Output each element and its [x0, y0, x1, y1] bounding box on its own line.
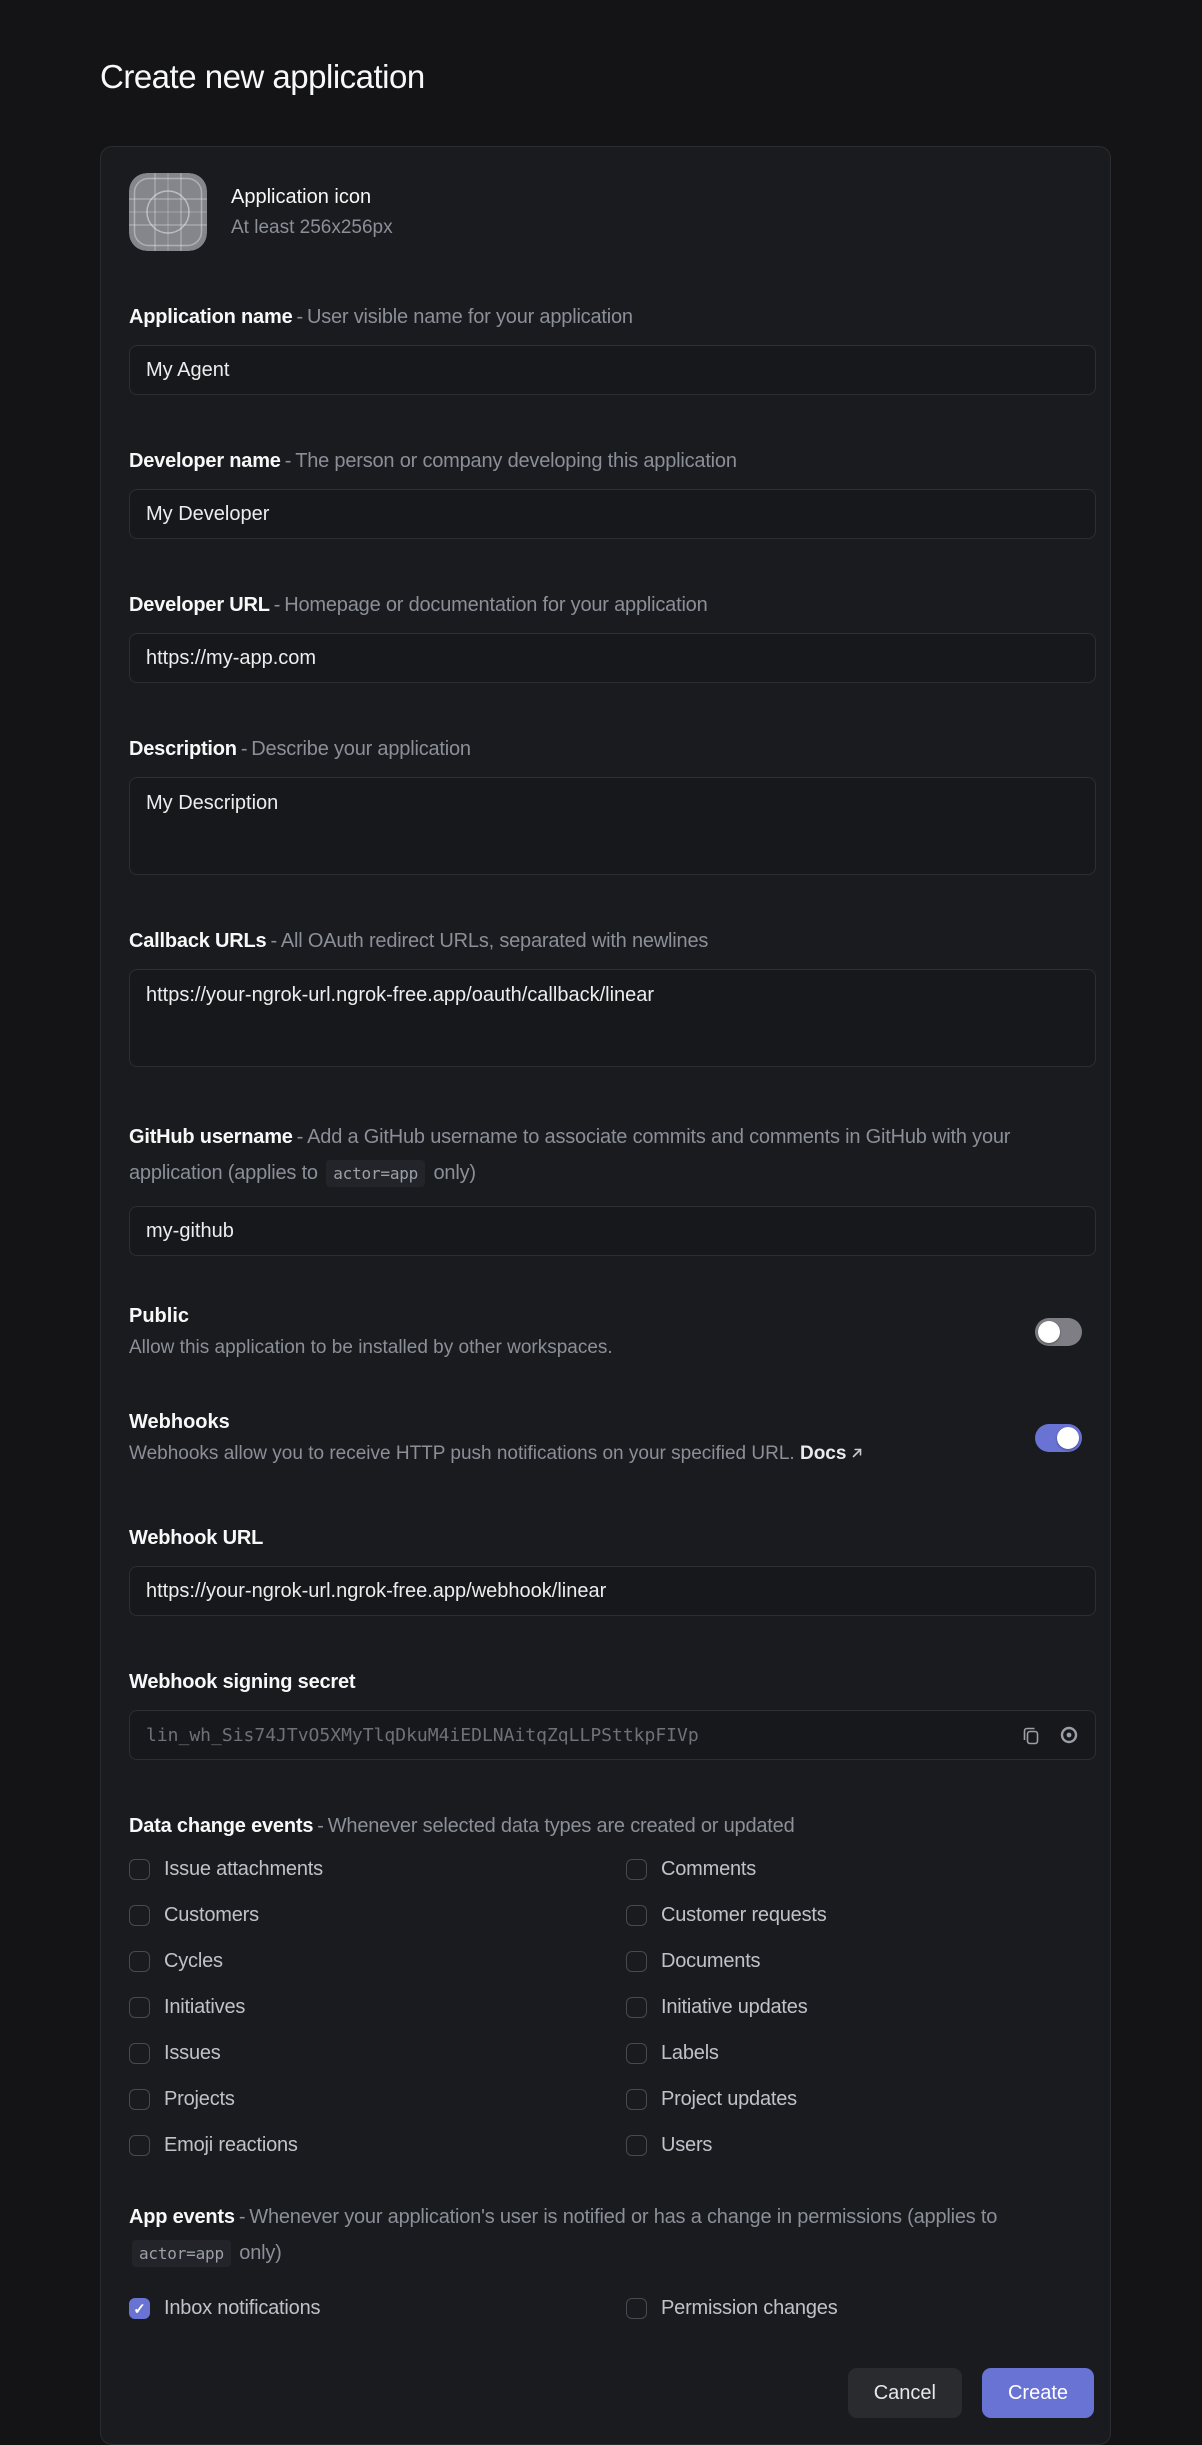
- description-desc: Describe your application: [251, 738, 471, 760]
- checkbox-box: [626, 2043, 647, 2064]
- description-textarea[interactable]: [129, 777, 1096, 875]
- webhook-url-label: Webhook URL: [129, 1527, 264, 1549]
- checkbox-projects[interactable]: Projects: [129, 2088, 626, 2111]
- data-change-events-grid: [129, 1858, 1094, 2157]
- webhook-secret-label: Webhook signing secret: [129, 1671, 356, 1693]
- app-events-label: App events: [129, 2206, 235, 2228]
- field-webhook-url: [129, 1524, 1094, 1616]
- checkbox-box: [129, 2135, 150, 2156]
- developer-url-label: Developer URL: [129, 594, 270, 616]
- webhooks-toggle[interactable]: [1035, 1424, 1082, 1452]
- checkbox-issue-attachments[interactable]: Issue attachments: [129, 1858, 626, 1881]
- checkbox-box: [626, 2298, 647, 2319]
- checkbox-issues[interactable]: Issues: [129, 2042, 626, 2065]
- webhook-secret-input[interactable]: [129, 1710, 1096, 1760]
- developer-url-input[interactable]: [129, 633, 1096, 683]
- checkbox-box: [129, 1905, 150, 1926]
- field-developer-name: Developer name - The person or company developing this application My Developer: [129, 447, 1094, 539]
- app-events-desc: Whenever your application's user is notified or has a change in permissions (applies to: [249, 2206, 998, 2228]
- checkbox-box: [626, 1859, 647, 1880]
- checkbox-box: [129, 1997, 150, 2018]
- checkbox-emoji-reactions[interactable]: Emoji reactions: [129, 2134, 626, 2157]
- checkbox-box: [129, 2298, 150, 2319]
- section-data-change-events: Data change events - Whenever selected data types are created or updated Issue attachments Comments Customers Customer requests Cycles Documents Initiatives Initiative updates Issues Labels Projects Project updates Emoji reactions Users: [129, 1812, 1094, 2157]
- external-link-icon: [846, 1443, 864, 1464]
- actor-app-code-chip: actor=app: [132, 2240, 231, 2267]
- public-label: Public: [129, 1305, 190, 1327]
- docs-link[interactable]: Docs: [800, 1443, 864, 1464]
- checkbox-comments[interactable]: Comments: [626, 1858, 1094, 1881]
- checkbox-users[interactable]: Users: [626, 2134, 1094, 2157]
- checkbox-customers[interactable]: Customers: [129, 1904, 626, 1927]
- developer-name-label: Developer name: [129, 450, 281, 472]
- checkbox-customer-requests[interactable]: Customer requests: [626, 1904, 1094, 1927]
- field-description: Description - Describe your application My Description: [129, 735, 1094, 875]
- form-footer: [129, 2368, 1094, 2418]
- data-change-events-desc: Whenever selected data types are created or updated: [327, 1815, 795, 1837]
- checkbox-initiative-updates[interactable]: Initiative updates: [626, 1996, 1094, 2019]
- public-toggle[interactable]: [1035, 1318, 1082, 1346]
- callback-urls-textarea[interactable]: [129, 969, 1096, 1067]
- actor-app-code-chip: actor=app: [326, 1160, 425, 1187]
- checkbox-permission-changes[interactable]: Permission changes: [626, 2297, 1094, 2320]
- application-name-label: Application name: [129, 306, 293, 328]
- toggle-knob: [1057, 1427, 1079, 1449]
- field-callback-urls: Callback URLs - All OAuth redirect URLs, separated with newlines https://your-ngrok-url.ngrok-free.app/oauth/callback/linear: [129, 927, 1094, 1067]
- checkbox-project-updates[interactable]: Project updates: [626, 2088, 1094, 2111]
- copy-icon[interactable]: [1020, 1724, 1042, 1746]
- checkbox-box: [626, 2135, 647, 2156]
- field-application-name: Application name - User visible name for your application My Agent: [129, 303, 1094, 395]
- application-icon-section: [129, 173, 1094, 251]
- field-github-username: GitHub username - Add a GitHub username to associate commits and comments in GitHub with your application (applies to actor=app only) my-github: [129, 1119, 1094, 1256]
- cancel-button[interactable]: Cancel: [848, 2368, 962, 2418]
- public-desc: Allow this application to be installed by other workspaces.: [129, 1337, 613, 1358]
- webhook-url-input[interactable]: [129, 1566, 1096, 1616]
- application-name-desc: User visible name for your application: [306, 306, 633, 328]
- application-name-input[interactable]: [129, 345, 1096, 395]
- field-developer-url: Developer URL - Homepage or documentation for your application https://my-app.com: [129, 591, 1094, 683]
- page-title: Create new application: [100, 58, 425, 95]
- checkbox-box: [626, 1997, 647, 2018]
- checkbox-inbox-notifications[interactable]: ✓ Inbox notifications: [129, 2297, 626, 2320]
- application-form-card: [100, 146, 1111, 2445]
- data-change-events-label: Data change events: [129, 1815, 314, 1837]
- checkbox-cycles[interactable]: Cycles: [129, 1950, 626, 1973]
- public-toggle-row: [129, 1302, 1094, 1362]
- checkbox-documents[interactable]: Documents: [626, 1950, 1094, 1973]
- app-icon-placeholder-icon: [129, 238, 207, 251]
- github-username-input[interactable]: [129, 1206, 1096, 1256]
- application-icon-upload[interactable]: [129, 173, 207, 251]
- application-icon-hint: At least 256x256px: [231, 217, 393, 238]
- checkbox-box: [626, 1905, 647, 1926]
- create-button[interactable]: Create: [982, 2368, 1094, 2418]
- field-webhook-secret: [129, 1668, 1094, 1760]
- webhooks-toggle-row: [129, 1408, 1094, 1468]
- github-username-desc: Add a GitHub username to associate commits and comments in GitHub with your application (applies to: [129, 1126, 1011, 1184]
- application-icon-label: Application icon: [231, 186, 372, 208]
- checkbox-box: [129, 2089, 150, 2110]
- developer-url-desc: Homepage or documentation for your application: [284, 594, 708, 616]
- app-events-grid: [129, 2297, 1094, 2320]
- developer-name-input[interactable]: [129, 489, 1096, 539]
- checkbox-labels[interactable]: Labels: [626, 2042, 1094, 2065]
- reveal-eye-icon[interactable]: [1058, 1724, 1080, 1746]
- checkbox-box: [129, 2043, 150, 2064]
- section-app-events: App events - Whenever your application's user is notified or has a change in permissions (applies to actor=app only) ✓ Inbox notifications Permission changes: [129, 2199, 1094, 2320]
- checkbox-box: [129, 1859, 150, 1880]
- callback-urls-desc: All OAuth redirect URLs, separated with newlines: [280, 930, 709, 952]
- toggle-knob: [1038, 1321, 1060, 1343]
- description-label: Description: [129, 738, 237, 760]
- callback-urls-label: Callback URLs: [129, 930, 267, 952]
- github-username-label: GitHub username: [129, 1126, 293, 1148]
- checkbox-box: [129, 1951, 150, 1972]
- checkbox-box: [626, 1951, 647, 1972]
- webhooks-label: Webhooks: [129, 1411, 230, 1433]
- checkbox-box: [626, 2089, 647, 2110]
- checkbox-initiatives[interactable]: Initiatives: [129, 1996, 626, 2019]
- webhooks-desc: Webhooks allow you to receive HTTP push notifications on your specified URL.: [129, 1443, 795, 1464]
- developer-name-desc: The person or company developing this application: [295, 450, 737, 472]
